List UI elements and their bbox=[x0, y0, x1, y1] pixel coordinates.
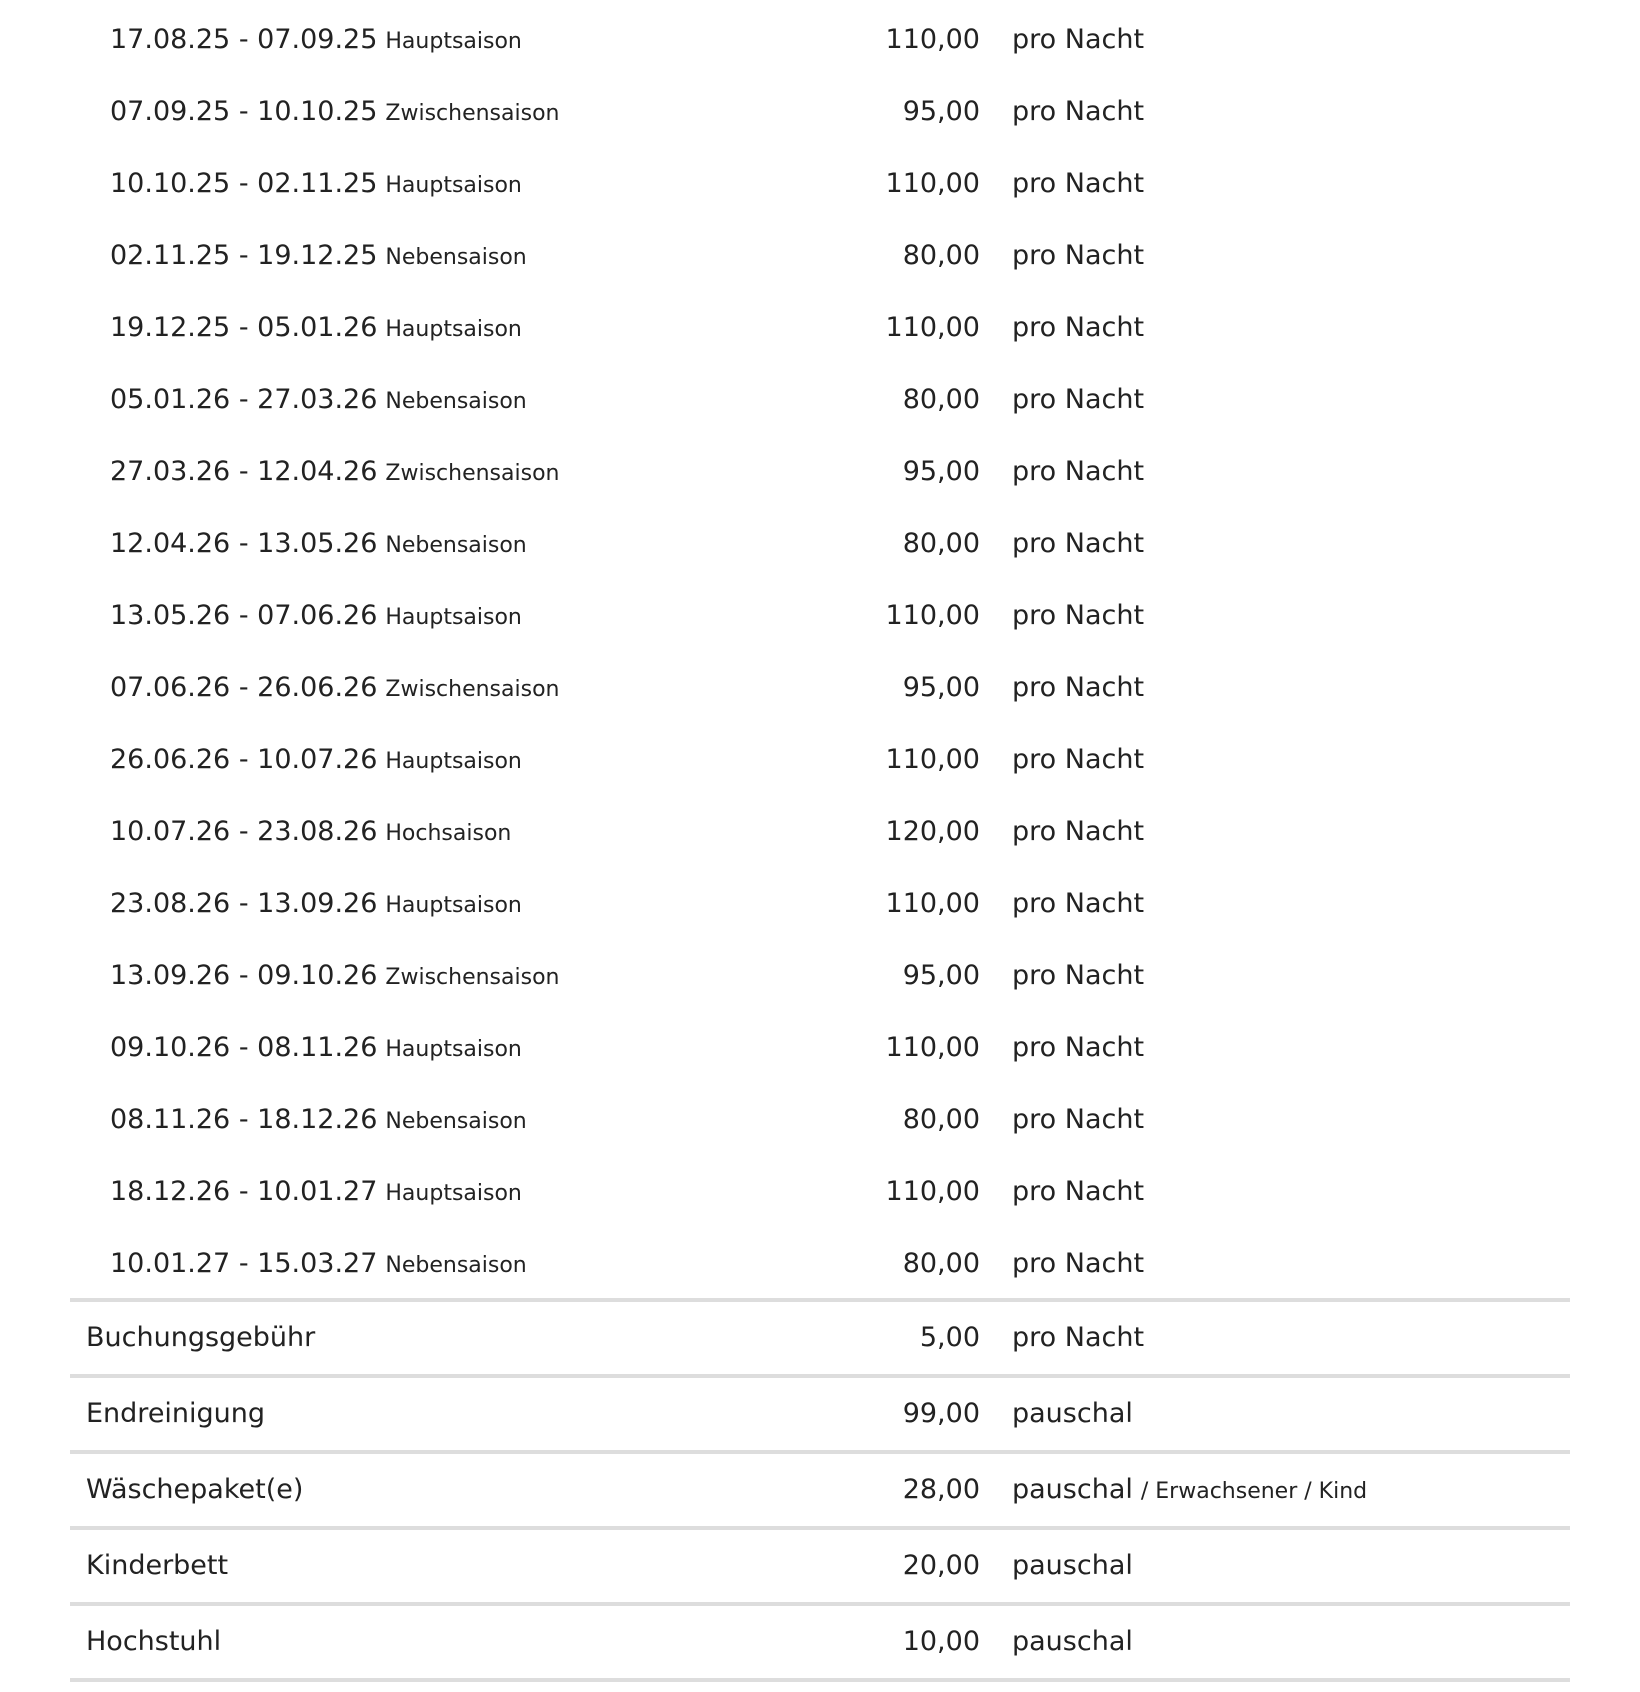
season-name: Nebensaison bbox=[385, 533, 527, 558]
season-rate-row bbox=[70, 288, 1570, 360]
season-rate-row bbox=[70, 936, 1570, 1008]
nightly-price: 110,00 bbox=[885, 888, 980, 919]
season-rate-row bbox=[70, 1080, 1570, 1152]
fee-unit-note: / Erwachsener / Kind bbox=[1140, 1479, 1368, 1504]
fee-label: Kinderbett bbox=[86, 1550, 229, 1581]
fee-price: 10,00 bbox=[902, 1626, 980, 1657]
price-unit: pro Nacht bbox=[1012, 960, 1145, 991]
season-name: Nebensaison bbox=[385, 1253, 527, 1278]
fee-row-linen bbox=[70, 1454, 1570, 1530]
nightly-price: 110,00 bbox=[885, 1176, 980, 1207]
nightly-price: 80,00 bbox=[902, 240, 980, 271]
nightly-price: 95,00 bbox=[902, 960, 980, 991]
nightly-price: 110,00 bbox=[885, 600, 980, 631]
price-unit: pro Nacht bbox=[1012, 312, 1145, 343]
price-unit: pro Nacht bbox=[1012, 456, 1145, 487]
fee-row-cleaning bbox=[70, 1378, 1570, 1454]
season-rate-row bbox=[70, 504, 1570, 576]
season-rate-row bbox=[70, 792, 1570, 864]
season-name: Nebensaison bbox=[385, 245, 527, 270]
fee-label: Wäschepaket(e) bbox=[86, 1474, 304, 1505]
price-unit: pro Nacht bbox=[1012, 528, 1145, 559]
fee-row-highchair bbox=[70, 1606, 1570, 1682]
season-name: Nebensaison bbox=[385, 389, 527, 414]
season-name: Hauptsaison bbox=[385, 1181, 522, 1206]
price-unit: pro Nacht bbox=[1012, 384, 1145, 415]
price-unit: pro Nacht bbox=[1012, 1032, 1145, 1063]
date-range: 07.09.25 - 10.10.25 bbox=[110, 96, 378, 127]
fee-unit: pauschal bbox=[1012, 1398, 1133, 1429]
price-unit: pro Nacht bbox=[1012, 168, 1145, 199]
season-name: Zwischensaison bbox=[385, 101, 560, 126]
season-name: Zwischensaison bbox=[385, 461, 560, 486]
date-range: 05.01.26 - 27.03.26 bbox=[110, 384, 378, 415]
fee-unit: pro Nacht bbox=[1012, 1322, 1145, 1353]
fee-unit: pauschal bbox=[1012, 1550, 1133, 1581]
nightly-price: 80,00 bbox=[902, 1104, 980, 1135]
nightly-price: 120,00 bbox=[885, 816, 980, 847]
season-rate-row bbox=[70, 1152, 1570, 1224]
fee-label: Endreinigung bbox=[86, 1398, 266, 1429]
nightly-price: 80,00 bbox=[902, 1248, 980, 1279]
date-range: 10.01.27 - 15.03.27 bbox=[110, 1248, 378, 1279]
date-range: 18.12.26 - 10.01.27 bbox=[110, 1176, 378, 1207]
additional-fees-list bbox=[70, 1298, 1570, 1682]
price-unit: pro Nacht bbox=[1012, 240, 1145, 271]
price-unit: pro Nacht bbox=[1012, 1176, 1145, 1207]
date-range: 19.12.25 - 05.01.26 bbox=[110, 312, 378, 343]
nightly-price: 95,00 bbox=[902, 96, 980, 127]
season-name: Zwischensaison bbox=[385, 677, 560, 702]
season-name: Hauptsaison bbox=[385, 749, 522, 774]
date-range: 02.11.25 - 19.12.25 bbox=[110, 240, 378, 271]
nightly-price: 110,00 bbox=[885, 744, 980, 775]
date-range: 10.07.26 - 23.08.26 bbox=[110, 816, 378, 847]
season-rate-row bbox=[70, 0, 1570, 72]
price-unit: pro Nacht bbox=[1012, 24, 1145, 55]
date-range: 12.04.26 - 13.05.26 bbox=[110, 528, 378, 559]
season-name: Hauptsaison bbox=[385, 605, 522, 630]
season-rate-row bbox=[70, 72, 1570, 144]
season-rate-row bbox=[70, 720, 1570, 792]
season-rate-row bbox=[70, 360, 1570, 432]
fee-price: 20,00 bbox=[902, 1550, 980, 1581]
season-name: Hauptsaison bbox=[385, 173, 522, 198]
price-unit: pro Nacht bbox=[1012, 816, 1145, 847]
date-range: 07.06.26 - 26.06.26 bbox=[110, 672, 378, 703]
date-range: 13.05.26 - 07.06.26 bbox=[110, 600, 378, 631]
season-rate-row bbox=[70, 864, 1570, 936]
fee-label: Buchungsgebühr bbox=[86, 1322, 316, 1353]
nightly-price: 80,00 bbox=[902, 384, 980, 415]
date-range: 17.08.25 - 07.09.25 bbox=[110, 24, 378, 55]
fee-price: 28,00 bbox=[902, 1474, 980, 1505]
date-range: 26.06.26 - 10.07.26 bbox=[110, 744, 378, 775]
date-range: 09.10.26 - 08.11.26 bbox=[110, 1032, 378, 1063]
nightly-price: 110,00 bbox=[885, 24, 980, 55]
price-unit: pro Nacht bbox=[1012, 96, 1145, 127]
season-rate-row bbox=[70, 216, 1570, 288]
season-name: Nebensaison bbox=[385, 1109, 527, 1134]
season-rate-row bbox=[70, 576, 1570, 648]
price-unit: pro Nacht bbox=[1012, 1248, 1145, 1279]
season-name: Hauptsaison bbox=[385, 893, 522, 918]
nightly-price: 80,00 bbox=[902, 528, 980, 559]
season-rate-row bbox=[70, 1008, 1570, 1080]
fee-label: Hochstuhl bbox=[86, 1626, 222, 1657]
nightly-price: 110,00 bbox=[885, 1032, 980, 1063]
fee-unit: pauschal bbox=[1012, 1474, 1133, 1505]
price-unit: pro Nacht bbox=[1012, 1104, 1145, 1135]
season-rate-row bbox=[70, 648, 1570, 720]
nightly-price: 95,00 bbox=[902, 672, 980, 703]
date-range: 08.11.26 - 18.12.26 bbox=[110, 1104, 378, 1135]
fee-unit: pauschal bbox=[1012, 1626, 1133, 1657]
season-rate-row bbox=[70, 432, 1570, 504]
season-name: Hochsaison bbox=[385, 821, 512, 846]
fee-row-booking bbox=[70, 1302, 1570, 1378]
nightly-price: 110,00 bbox=[885, 312, 980, 343]
fee-price: 99,00 bbox=[902, 1398, 980, 1429]
price-table bbox=[70, 0, 1570, 1657]
price-unit: pro Nacht bbox=[1012, 600, 1145, 631]
price-unit: pro Nacht bbox=[1012, 888, 1145, 919]
date-range: 10.10.25 - 02.11.25 bbox=[110, 168, 378, 199]
seasonal-rate-list bbox=[70, 0, 1570, 1296]
price-unit: pro Nacht bbox=[1012, 672, 1145, 703]
nightly-price: 95,00 bbox=[902, 456, 980, 487]
date-range: 13.09.26 - 09.10.26 bbox=[110, 960, 378, 991]
season-name: Zwischensaison bbox=[385, 965, 560, 990]
date-range: 23.08.26 - 13.09.26 bbox=[110, 888, 378, 919]
price-unit: pro Nacht bbox=[1012, 744, 1145, 775]
fee-price: 5,00 bbox=[919, 1322, 980, 1353]
season-rate-row bbox=[70, 1224, 1570, 1296]
season-rate-row bbox=[70, 144, 1570, 216]
fee-row-cot bbox=[70, 1530, 1570, 1606]
nightly-price: 110,00 bbox=[885, 168, 980, 199]
season-name: Hauptsaison bbox=[385, 29, 522, 54]
date-range: 27.03.26 - 12.04.26 bbox=[110, 456, 378, 487]
season-name: Hauptsaison bbox=[385, 1037, 522, 1062]
season-name: Hauptsaison bbox=[385, 317, 522, 342]
